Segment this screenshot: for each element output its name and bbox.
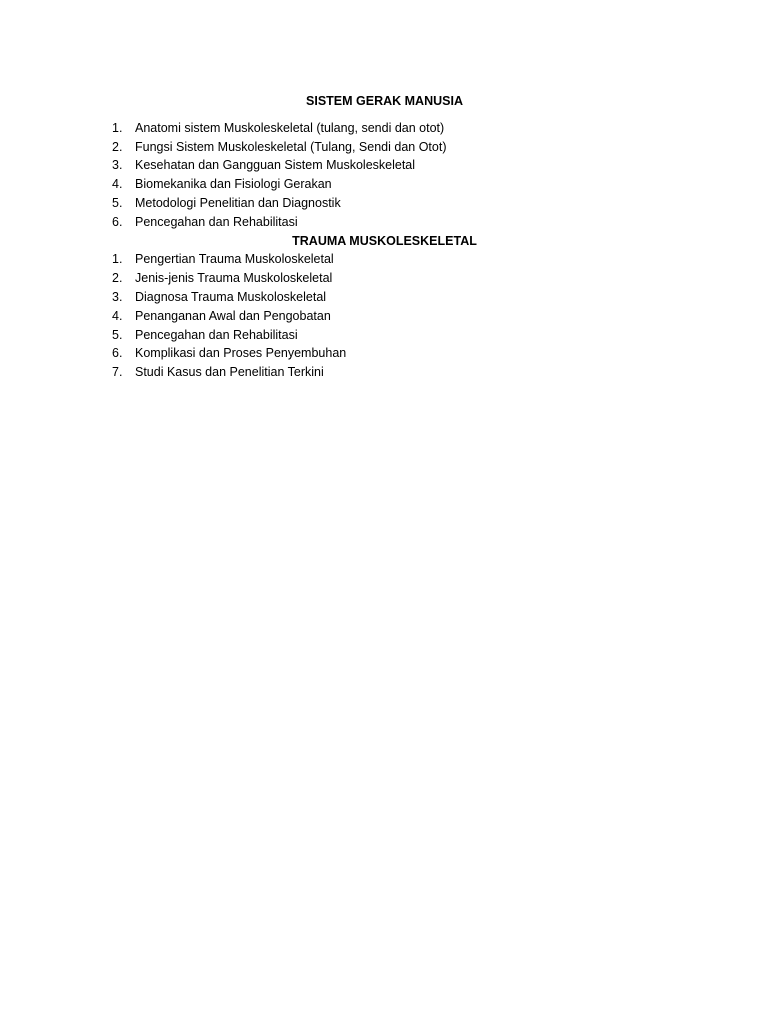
item-text: Fungsi Sistem Muskoleskeletal (Tulang, Sendi dan Otot) — [135, 139, 447, 154]
section-title-sistem-gerak: SISTEM GERAK MANUSIA — [306, 94, 463, 108]
item-number: 6. — [112, 346, 123, 361]
item-number: 5. — [112, 195, 123, 210]
list-item — [112, 175, 657, 194]
item-text: Pencegahan dan Rehabilitasi — [135, 327, 298, 342]
item-text: Metodologi Penelitian dan Diagnostik — [135, 195, 341, 210]
item-number: 2. — [112, 271, 123, 286]
list-item — [112, 138, 657, 157]
list-item — [112, 288, 657, 307]
document-body — [112, 92, 657, 382]
list-item — [112, 250, 657, 269]
section-list-sistem-gerak — [112, 119, 657, 232]
list-item — [112, 194, 657, 213]
item-text: Biomekanika dan Fisiologi Gerakan — [135, 177, 332, 192]
item-number: 3. — [112, 289, 123, 304]
item-text: Diagnosa Trauma Muskoloskeletal — [135, 289, 327, 304]
list-item — [112, 119, 657, 138]
section-title-trauma: TRAUMA MUSKOLESKELETAL — [292, 233, 477, 248]
item-number: 1. — [112, 120, 123, 135]
section-list-trauma — [112, 250, 657, 382]
list-item — [112, 156, 657, 175]
item-text: Anatomi sistem Muskoleskeletal (tulang, sendi dan otot) — [135, 120, 445, 135]
item-number: 4. — [112, 177, 123, 192]
list-item — [112, 326, 657, 345]
item-text: Penanganan Awal dan Pengobatan — [135, 308, 331, 323]
list-item — [112, 363, 657, 382]
list-item — [112, 269, 657, 288]
item-number: 4. — [112, 308, 123, 323]
item-number: 2. — [112, 139, 123, 154]
list-item — [112, 344, 657, 363]
item-number: 6. — [112, 214, 123, 229]
item-number: 3. — [112, 158, 123, 173]
item-text: Pencegahan dan Rehabilitasi — [135, 214, 298, 229]
item-text: Studi Kasus dan Penelitian Terkini — [135, 365, 324, 380]
list-item — [112, 213, 657, 232]
item-text: Pengertian Trauma Muskoloskeletal — [135, 252, 334, 267]
item-text: Kesehatan dan Gangguan Sistem Muskoleskeletal — [135, 158, 416, 173]
item-text: Komplikasi dan Proses Penyembuhan — [135, 346, 347, 361]
item-number: 7. — [112, 365, 123, 380]
list-item — [112, 307, 657, 326]
item-number: 5. — [112, 327, 123, 342]
item-number: 1. — [112, 252, 123, 267]
item-text: Jenis-jenis Trauma Muskoloskeletal — [135, 271, 333, 286]
